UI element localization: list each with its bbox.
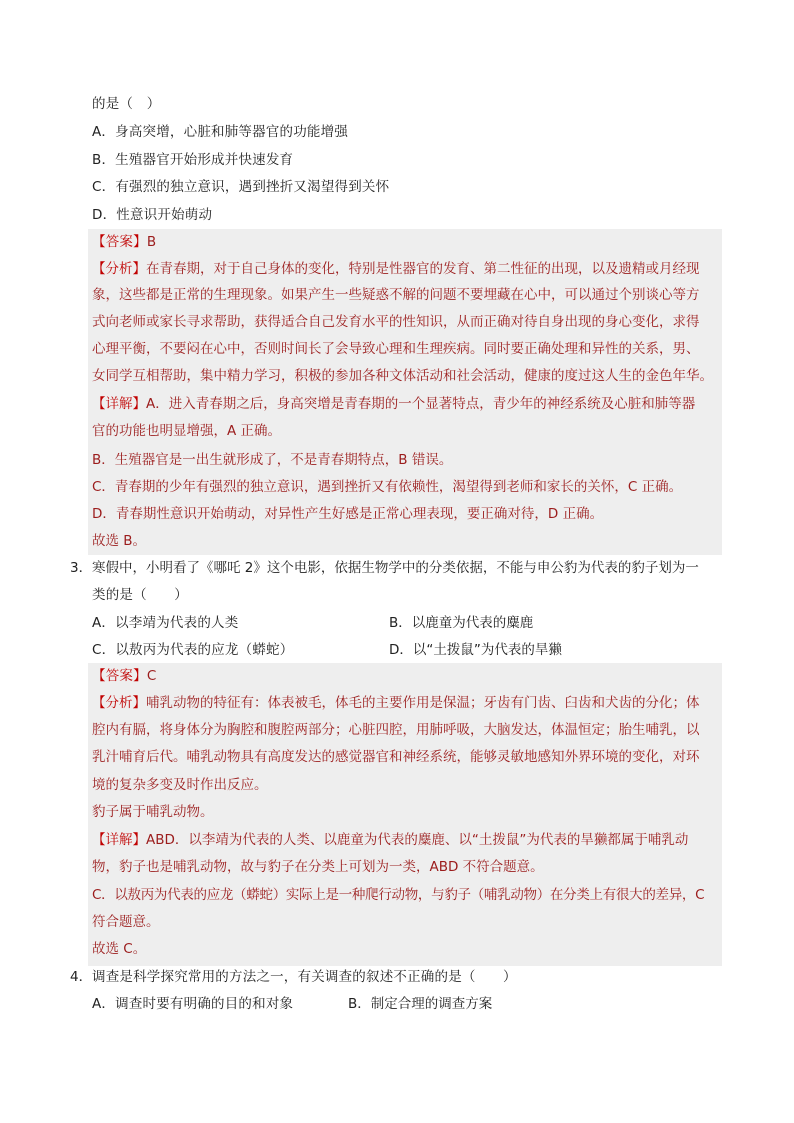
- analysis-text: 哺乳动物的特征有：体表被毛，体毛的主要作用是保温；牙齿有门齿、臼齿和犬齿的分化；体: [146, 695, 700, 711]
- q3-detail-line-1: [92, 831, 688, 849]
- analysis-tag: 【分析】: [92, 695, 146, 711]
- q2-detail-line-6: 故选 B。: [92, 533, 147, 549]
- q2-option-d: D．性意识开始萌动: [92, 207, 213, 223]
- q3-analysis-line-5: 豹子属于哺乳动物。: [92, 804, 214, 820]
- q2-detail-line-4: C．青春期的少年有强烈的独立意识，遇到挫折又有依赖性，渴望得到老师和家长的关怀，C 正确。: [92, 479, 683, 495]
- detail-tag: 【详解】: [92, 832, 146, 848]
- q3-detail-line-4: 符合题意。: [92, 914, 160, 930]
- q3-answer: [92, 667, 156, 685]
- q3-detail-line-3: C．以敖丙为代表的应龙（蟒蛇）实际上是一种爬行动物，与豹子（哺乳动物）在分类上有很大的差异，C: [92, 887, 705, 903]
- analysis-tag: 【分析】: [92, 261, 146, 277]
- q2-answer: [92, 233, 156, 251]
- q4-option-a: A．调查时要有明确的目的和对象: [92, 996, 294, 1012]
- q3-stem-line-1: 寒假中，小明看了《哪吒 2》这个电影，依据生物学中的分类依据，不能与申公豹为代表的豹子划为一: [92, 560, 699, 576]
- q2-analysis-line-5: 女同学互相帮助，集中精力学习，积极的参加各种文体活动和社会活动，健康的度过这人生的金色年华。: [92, 368, 713, 384]
- q2-detail-line-5: D．青春期性意识开始萌动，对异性产生好感是正常心理表现，要正确对待，D 正确。: [92, 506, 604, 522]
- q2-analysis-line-1: [92, 260, 700, 278]
- q3-detail-line-2: 物，豹子也是哺乳动物，故与豹子在分类上可划为一类，ABD 不符合题意。: [92, 859, 544, 875]
- q4-number: 4．: [70, 969, 93, 985]
- analysis-text: 在青春期，对于自己身体的变化，特别是性器官的发育、第二性征的出现，以及遗精或月经现: [146, 261, 700, 277]
- q2-stem-tail: 的是（ ）: [92, 96, 161, 112]
- detail-text: A．进入青春期之后，身高突增是青春期的一个显著特点，青少年的神经系统及心脏和肺等器: [146, 396, 696, 412]
- q2-option-b: B．生殖器官开始形成并快速发育: [92, 152, 294, 168]
- q3-detail-line-5: 故选 C。: [92, 941, 147, 957]
- q2-option-a: A．身高突增，心脏和肺等器官的功能增强: [92, 124, 349, 140]
- answer-tag: 【答案】: [92, 234, 147, 250]
- q3-option-b: B．以鹿童为代表的麋鹿: [389, 615, 534, 631]
- answer-tag: 【答案】: [92, 668, 147, 684]
- q3-option-d: D．以“土拨鼠”为代表的旱獭: [389, 642, 562, 658]
- q3-option-a: A．以李靖为代表的人类: [92, 615, 239, 631]
- q3-stem-line-2: 类的是（ ）: [92, 587, 188, 603]
- answer-value: C: [146, 668, 157, 684]
- q3-option-c: C．以敖丙为代表的应龙（蟒蛇）: [92, 642, 294, 658]
- q2-analysis-line-4: 心理平衡，不要闷在心中，否则时间长了会导致心理和生理疾病。同时要正确处理和异性的关系，男、: [92, 341, 700, 357]
- q3-analysis-line-2: 腔内有膈，将身体分为胸腔和腹腔两部分；心脏四腔，用肺呼吸，大脑发达，体温恒定；胎生哺乳，以: [92, 722, 700, 738]
- detail-tag: 【详解】: [92, 396, 146, 412]
- q2-detail-line-1: [92, 395, 695, 413]
- q4-option-b: B．制定合理的调查方案: [348, 996, 493, 1012]
- q2-option-c: C．有强烈的独立意识，遇到挫折又渴望得到关怀: [92, 179, 390, 195]
- q2-detail-line-3: B．生殖器官是一出生就形成了，不是青春期特点，B 错误。: [92, 452, 453, 468]
- q2-analysis-line-3: 式向老师或家长寻求帮助，获得适合自己发育水平的性知识，从而正确对待自身出现的身心变化，求得: [92, 314, 700, 330]
- q2-analysis-line-2: 象，这些都是正常的生理现象。如果产生一些疑惑不解的问题不要埋藏在心中，可以通过个别谈心等方: [92, 287, 700, 303]
- q3-analysis-line-4: 境的复杂多变及时作出反应。: [92, 777, 268, 793]
- q3-number: 3．: [70, 560, 93, 576]
- q3-analysis-line-1: [92, 694, 700, 712]
- q2-detail-line-2: 官的功能也明显增强，A 正确。: [92, 423, 282, 439]
- q4-stem: 调查是科学探究常用的方法之一，有关调查的叙述不正确的是（ ）: [92, 969, 517, 985]
- answer-value: B: [146, 234, 157, 250]
- detail-text: ABD．以李靖为代表的人类、以鹿童为代表的麋鹿、以“土拨鼠”为代表的旱獭都属于哺乳动: [146, 832, 689, 848]
- q3-analysis-line-3: 乳汁哺育后代。哺乳动物具有高度发达的感觉器官和神经系统，能够灵敏地感知外界环境的变化，对环: [92, 749, 700, 765]
